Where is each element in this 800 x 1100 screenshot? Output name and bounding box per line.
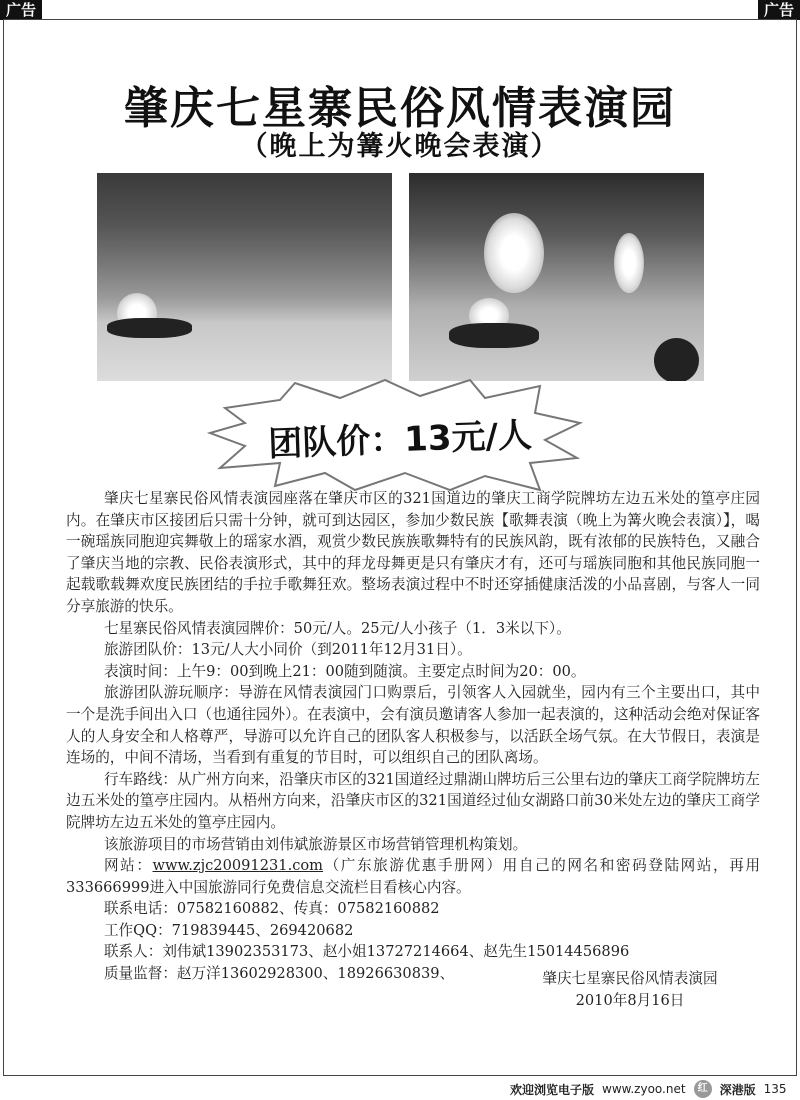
contact-supervision: 质量监督：赵万洋13602928300、18926630839、	[103, 965, 455, 983]
ad-tag-left: 广告	[0, 0, 42, 20]
paragraph-route: 行车路线：从广州方向来，沿肇庆市区的321国道经过鼎湖山牌坊后三公里右边的肇庆工商学院牌坊左边五米处的篁亭庄园内。从梧州方向来，沿肇庆市区的321国道经过仙女湖路口前30米处左边的肇庆工商学院牌坊左边五米处的篁亭庄园内。	[66, 770, 760, 831]
paragraph-tour-order: 旅游团队游玩顺序：导游在风情表演园门口购票后，引领客人入园就坐，园内有三个主要出口，其中一个是洗手间出入口（也通往园外）。在表演中，会有演员邀请客人参加一起表演的，这种活动会绝对保证客人的人身安全和人格尊严，导游可以允许自己的团队客人积极参与，以活跃全场气氛。在大节假日，表演是连场的，中间不清场，当看到有重复的节目时，可以组织自己的团队离场。	[66, 684, 760, 767]
performance-photo-fire	[409, 173, 704, 381]
page-number: 135	[763, 1082, 787, 1096]
paragraph-marketing: 该旅游项目的市场营销由刘伟斌旅游景区市场营销管理机构策划。	[103, 835, 528, 853]
performance-photo-stage	[97, 173, 392, 381]
page-footer	[510, 1080, 786, 1098]
contact-qq: 工作QQ：719839445、269420682	[103, 921, 354, 939]
contact-people: 联系人：刘伟斌13902353173、赵小姐13727214664、赵先生15014456896	[103, 943, 630, 961]
footer-text: 欢迎浏览电子版	[510, 1082, 595, 1097]
signature-org: 肇庆七星寨民俗风情表演园	[542, 970, 718, 987]
paragraph-intro: 肇庆七星寨民俗风情表演园座落在肇庆市区的321国道边的肇庆工商学院牌坊左边五米处的篁亭庄园内。在肇庆市区接团后只需十分钟，就可到达园区，参加少数民族【歌舞表演（晚上为篝火晚会表演）】，喝一碗瑶族同胞迎宾舞敬上的瑶家水酒，观赏少数民族族歌舞特有的民族风韵，既有浓郁的民族特色，又融合了肇庆当地的宗教、民俗表演形式，其中的拜龙母舞更是只有肇庆才有，还可与瑶族同胞和其他民族同胞一起载歌载舞欢度民族团结的手拉手歌舞狂欢。整场表演过程中不时还穿插健康活泼的小品喜剧，与客人一同分享旅游的快乐。	[66, 490, 760, 615]
contact-phone: 联系电话：07582160882、传真：07582160882	[103, 900, 440, 918]
group-price-banner: 团队价：13元/人	[267, 415, 533, 465]
paragraph-website	[66, 855, 760, 898]
article-body	[66, 488, 760, 985]
paragraph-list-price: 七星寨民俗风情表演园牌价：50元/人。25元/人小孩子（1．3米以下）。	[103, 619, 571, 637]
signature-date: 2010年8月16日	[575, 992, 685, 1009]
website-label: 网站：	[103, 857, 153, 875]
footer-edition: 深港版	[719, 1082, 756, 1097]
ad-tag-right: 广告	[758, 0, 800, 20]
website-text: （广东旅游优惠手册网）用自己的网名和密码登陆网站，再用333666999进入中国旅游同行免费信息交流栏目看核心内容。	[66, 857, 760, 896]
signature	[520, 968, 740, 1012]
footer-url[interactable]: www.zyoo.net	[602, 1082, 686, 1096]
page-subtitle: （晚上为篝火晚会表演）	[240, 131, 560, 162]
page-title: 肇庆七星寨民俗风情表演园	[124, 83, 676, 134]
red-badge-icon: 红	[694, 1080, 712, 1098]
website-link[interactable]: www.zjc20091231.com	[152, 857, 324, 875]
paragraph-show-time: 表演时间：上午9：00到晚上21：00随到随演。主要定点时间为20：00。	[103, 662, 586, 680]
paragraph-group-price: 旅游团队价：13元/人大小同价（到2011年12月31日）。	[103, 641, 472, 659]
